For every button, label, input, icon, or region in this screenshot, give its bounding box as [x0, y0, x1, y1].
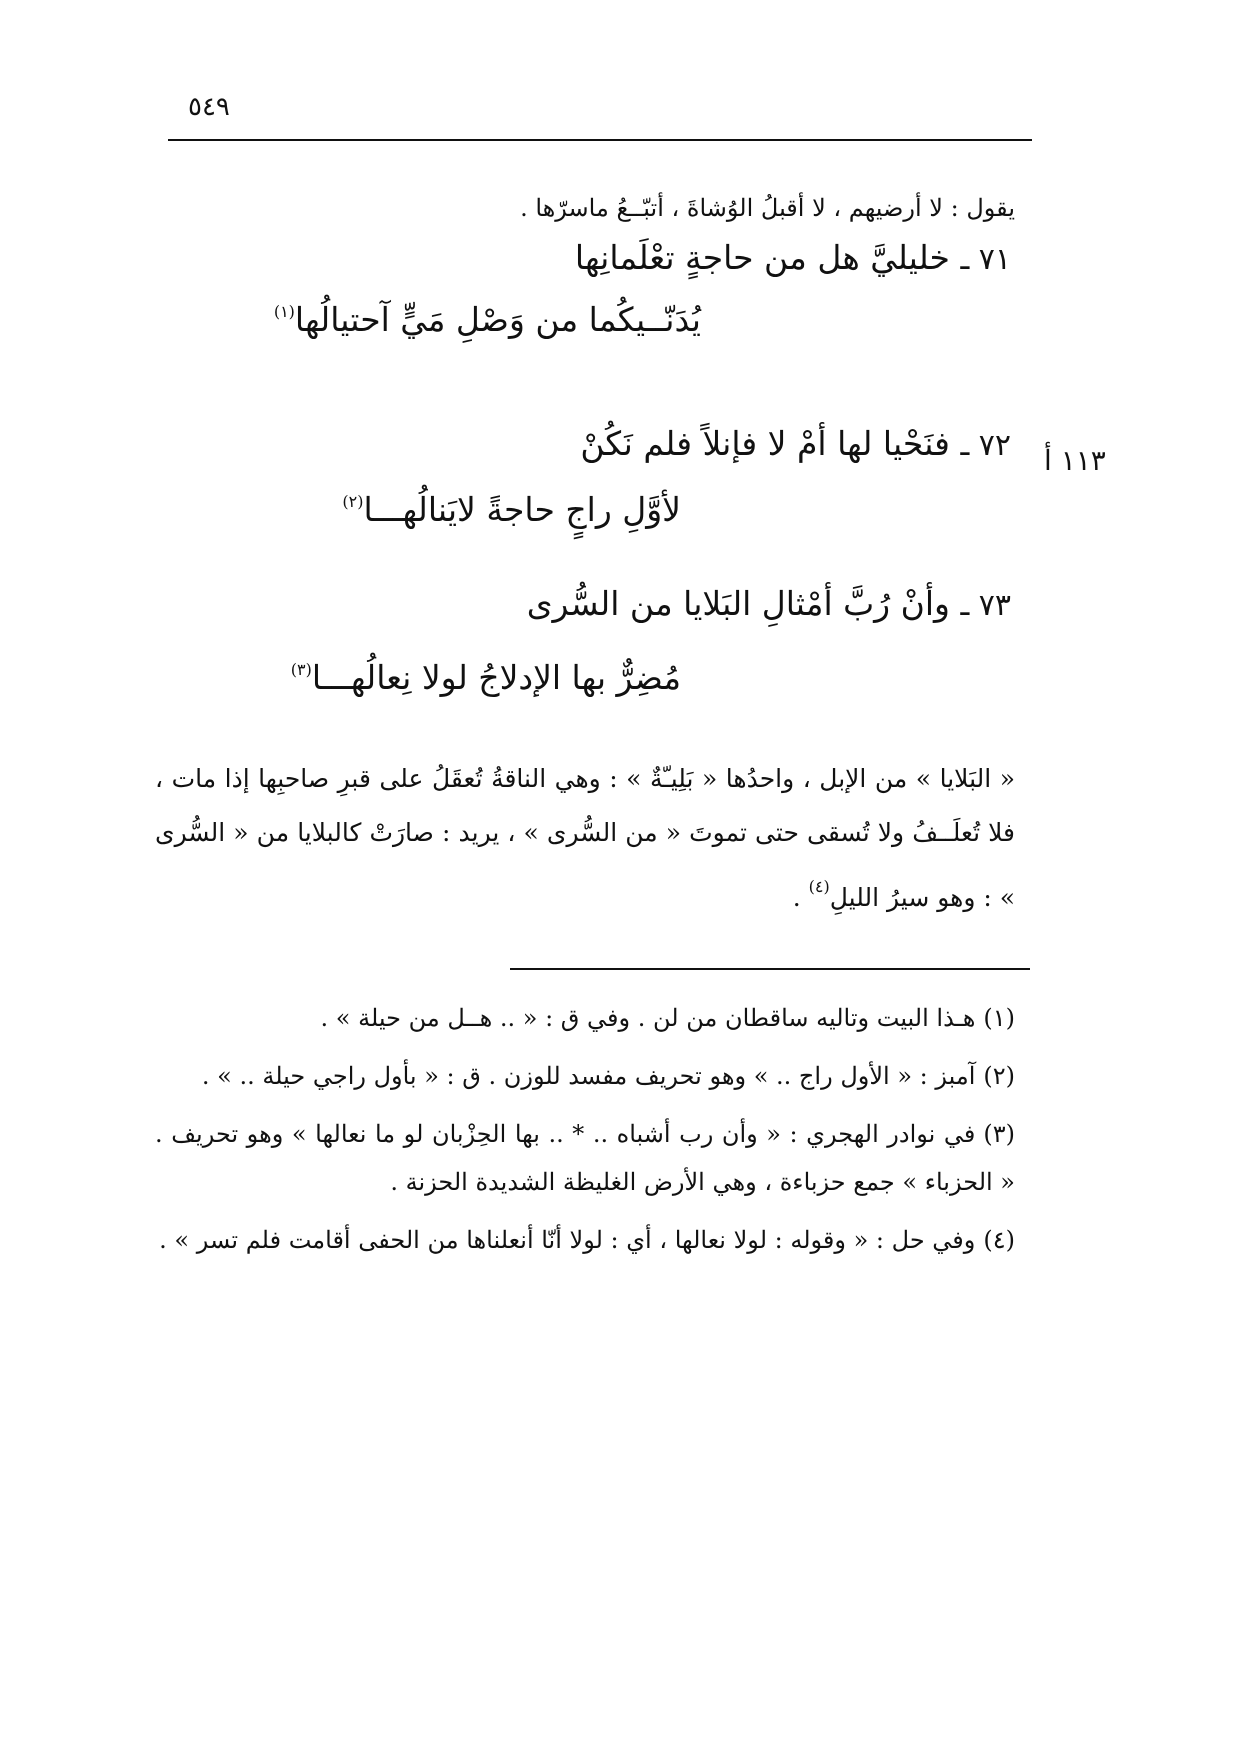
hemistich-text: يُدَنّــيكُما من وَصْلِ مَيٍّ آحتيالُها — [294, 300, 701, 339]
commentary-paragraph — [155, 752, 1015, 925]
footnote-text: في نوادر الهجري : « وأن رب أشباه .. * .. بها الحِزْبان لو ما نعالها » وهو تحريف . « الحزباء » جمع حزباءة ، وهي الأرض الغليظة الشديدة الحزنة . — [155, 1120, 1015, 1196]
verse-73-first-hemistich — [527, 584, 1011, 623]
verse-number: ٧٢ ـ — [960, 428, 1011, 463]
margin-manuscript-reference: ١١٣ أ — [1044, 444, 1106, 477]
footnote-1 — [155, 994, 1015, 1042]
footnote-2 — [155, 1052, 1015, 1100]
verse-number: ٧١ ـ — [960, 242, 1011, 277]
footnote-marker: (٣) — [290, 660, 312, 679]
verse-73-second-hemistich — [291, 658, 681, 697]
footnote-marker: (٢) — [342, 492, 364, 511]
commentary-text: « البَلايا » من الإبل ، واحدُها « بَلِيـّةٌ » : وهي الناقةُ تُعقَلُ على قبرِ صاحبِها إذا مات ، فلا تُعلَــفُ ولا تُسقى حتى تموتَ « من السُّرى » ، يريد : صارَتْ كالبلايا من « السُّرى » : وهو سيرُ الليلِ — [155, 764, 1015, 912]
hemistich-text: خليليَّ هل من حاجةٍ تعْلَمانِها — [574, 238, 950, 277]
footnote-marker: (١) — [273, 302, 295, 321]
footnote-number: (٤) — [983, 1226, 1015, 1254]
page-number: ٥٤٩ — [188, 92, 230, 122]
verse-72-second-hemistich — [342, 490, 681, 529]
hemistich-text: وأنْ رُبَّ أمْثالِ البَلايا من السُّرى — [526, 584, 950, 623]
footnote-4 — [155, 1216, 1015, 1264]
footnote-marker: (٤) — [808, 877, 830, 896]
hemistich-text: لأوَّلِ راجٍ حاجةً لايَنالُهـــا — [363, 490, 681, 529]
verse-71-first-hemistich — [575, 238, 1011, 277]
footnote-number: (١) — [983, 1004, 1015, 1032]
commentary-end: . — [792, 883, 809, 912]
verse-72-first-hemistich — [580, 424, 1011, 463]
intro-line: يقول : لا أرضيهم ، لا أقبلُ الوُشاةَ ، أتبّــعُ ماسرّها . — [520, 194, 1015, 222]
footnotes-section — [155, 994, 1015, 1274]
footnote-3 — [155, 1110, 1015, 1206]
verse-71-second-hemistich — [274, 300, 701, 339]
footnote-number: (٢) — [983, 1062, 1015, 1090]
footnote-text: وفي حل : « وقوله : لولا نعالها ، أي : لولا أنّا أنعلناها من الحفى أقامت فلم تسر » . — [159, 1226, 976, 1254]
verse-number: ٧٣ ـ — [960, 588, 1011, 623]
footnote-divider — [510, 968, 1030, 970]
footnote-number: (٣) — [983, 1120, 1015, 1148]
header-divider — [168, 139, 1032, 141]
footnote-text: هـذا البيت وتاليه ساقطان من لن . وفي ق : « .. هــل من حيلة » . — [320, 1004, 976, 1032]
hemistich-text: مُضِرٌّ بها الإدلاجُ لولا نِعالُهـــا — [311, 658, 681, 697]
hemistich-text: فنَحْيا لها أمْ لا فإنلاً فلم نَكُنْ — [580, 424, 950, 463]
footnote-text: آمبز : « الأول راج .. » وهو تحريف مفسد للوزن . ق : « بأول راجي حيلة .. » . — [201, 1062, 976, 1090]
